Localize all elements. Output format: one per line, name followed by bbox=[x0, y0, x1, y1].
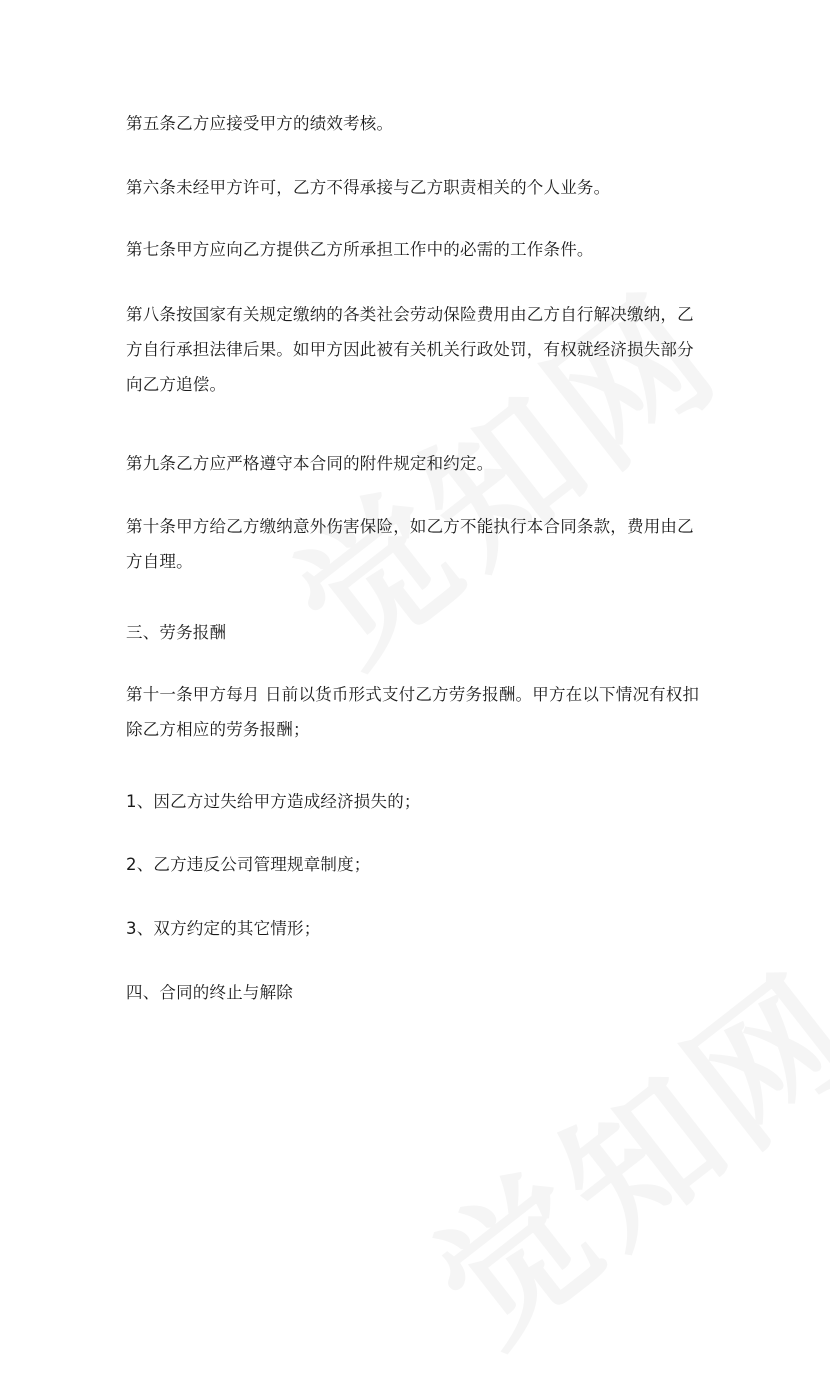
text-line: 第五条乙方应接受甲方的绩效考核。 bbox=[126, 114, 394, 133]
text-line: 四、合同的终止与解除 bbox=[126, 983, 293, 1002]
clause-10 bbox=[126, 509, 706, 579]
text-line: 第七条甲方应向乙方提供乙方所承担工作中的必需的工作条件。 bbox=[126, 240, 594, 259]
list-item-3 bbox=[126, 911, 706, 946]
text-line: 第六条未经甲方许可，乙方不得承接与乙方职责相关的个人业务。 bbox=[126, 178, 611, 197]
list-item-1 bbox=[126, 784, 706, 819]
text-line: 第九条乙方应严格遵守本合同的附件规定和约定。 bbox=[126, 454, 494, 473]
clause-6 bbox=[126, 170, 706, 205]
text-line: 3、双方约定的其它情形； bbox=[126, 919, 321, 938]
text-line: 1、因乙方过失给甲方造成经济损失的； bbox=[126, 792, 421, 811]
text-line: 向乙方追偿。 bbox=[126, 375, 227, 394]
text-line: 除乙方相应的劳务报酬； bbox=[126, 720, 310, 739]
section-heading-4 bbox=[126, 975, 706, 1010]
clause-5 bbox=[126, 106, 706, 141]
text-line: 方自行承担法律后果。如甲方因此被有关机关行政处罚，有权就经济损失部分 bbox=[126, 340, 694, 359]
text-line: 第八条按国家有关规定缴纳的各类社会劳动保险费用由乙方自行解决缴纳，乙 bbox=[126, 305, 694, 324]
clause-11 bbox=[126, 677, 706, 747]
text-line: 三、劳务报酬 bbox=[126, 623, 227, 642]
section-heading-3 bbox=[126, 615, 706, 650]
list-item-2 bbox=[126, 847, 706, 882]
text-line: 第十条甲方给乙方缴纳意外伤害保险，如乙方不能执行本合同条款，费用由乙 bbox=[126, 517, 694, 536]
clause-9 bbox=[126, 446, 706, 481]
text-line: 第十一条甲方每月 日前以货币形式支付乙方劳务报酬。甲方在以下情况有权扣 bbox=[126, 685, 700, 704]
text-line: 方自理。 bbox=[126, 552, 193, 571]
clause-8 bbox=[126, 297, 706, 402]
text-line: 2、乙方违反公司管理规章制度； bbox=[126, 855, 371, 874]
clause-7 bbox=[126, 232, 706, 267]
